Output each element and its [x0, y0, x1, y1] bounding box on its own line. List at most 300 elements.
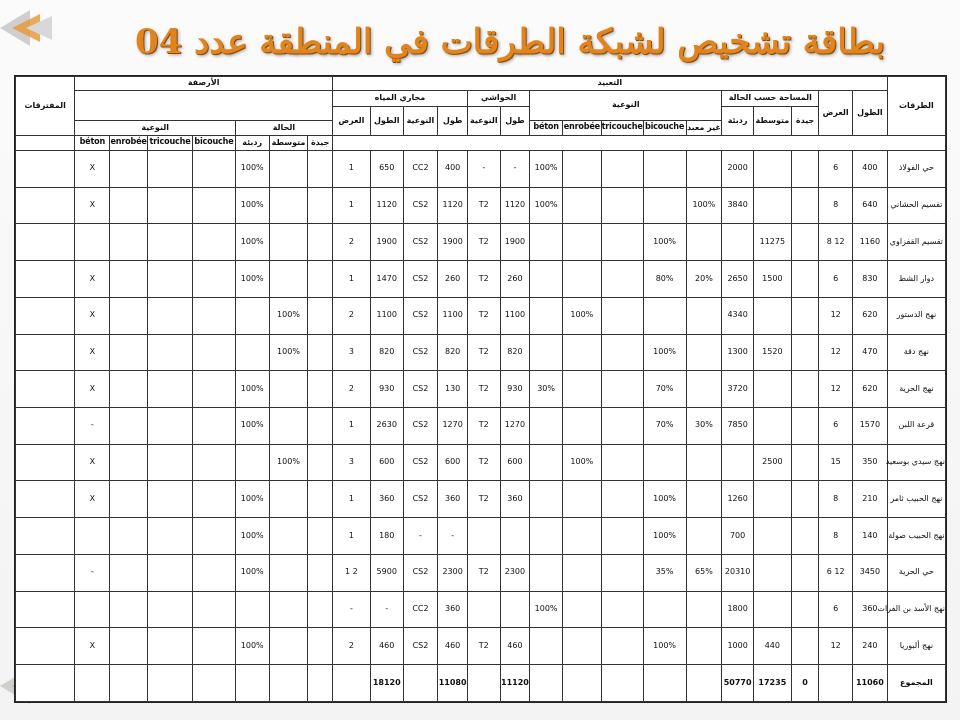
cell-name: تقسيم القفزاوي	[887, 224, 945, 261]
cell-water-type: CS2	[403, 187, 438, 224]
cell-sw-bicouche	[192, 408, 235, 445]
header-good: جيدة	[791, 107, 819, 136]
cell-length: 3450	[853, 554, 888, 591]
cell-length: 400	[853, 151, 888, 188]
cell-water-type: CC2	[403, 151, 438, 188]
cell-sw-beton: X	[75, 334, 110, 371]
header-medium: متوسطة	[753, 107, 791, 136]
total-empty-cell	[562, 665, 601, 702]
cell-length: 140	[853, 518, 888, 555]
cell-sw-enrobee	[110, 151, 148, 188]
cell-sw-tricouche	[148, 591, 193, 628]
cell-sw-poor	[235, 591, 269, 628]
cell-name: حي الحرية	[887, 554, 945, 591]
cell-water-type: -	[403, 518, 438, 555]
cell-good	[791, 151, 819, 188]
cell-name: نهج الحبيب صولة	[887, 518, 945, 555]
cell-sw-medium	[269, 481, 308, 518]
cell-width: 12	[819, 297, 853, 334]
cell-sw-bicouche	[192, 518, 235, 555]
cell-curbs-len: 260	[500, 261, 530, 298]
cell-sw-bicouche	[192, 334, 235, 371]
total-good: 0	[791, 665, 819, 702]
cell-enrobee: 100%	[562, 444, 601, 481]
cell-sw-tricouche	[148, 371, 193, 408]
cell-water-width: -	[332, 591, 370, 628]
cell-water-len2: 1900	[370, 224, 403, 261]
cell-poor: 1000	[722, 628, 754, 665]
cell-width: 6	[819, 261, 853, 298]
road-diagnosis-table	[15, 76, 946, 702]
cell-sw-poor: 100%	[235, 224, 269, 261]
cell-water-len2: 1470	[370, 261, 403, 298]
header-curbs-length: طول	[500, 107, 530, 136]
cell-bicouche: 100%	[643, 518, 686, 555]
cell-crossings	[16, 151, 75, 188]
cell-water-type: CS2	[403, 334, 438, 371]
cell-water-width: 1	[332, 151, 370, 188]
cell-good	[791, 371, 819, 408]
cell-beton	[530, 554, 563, 591]
cell-sw-medium	[269, 408, 308, 445]
cell-sw-poor: 100%	[235, 628, 269, 665]
cell-curbs-len: 600	[500, 444, 530, 481]
cell-curbs-type: T2	[467, 481, 500, 518]
cell-name: قرعة اللبن	[887, 408, 945, 445]
cell-enrobee	[562, 554, 601, 591]
header-sidewalks: الأرصفة	[75, 77, 332, 91]
cell-tricouche	[601, 481, 643, 518]
cell-water-len: 460	[438, 628, 468, 665]
cell-water-type: CS2	[403, 554, 438, 591]
cell-water-type: CC2	[403, 591, 438, 628]
total-empty-cell	[16, 665, 75, 702]
cell-water-len: 360	[438, 591, 468, 628]
header-beton: béton	[530, 121, 563, 136]
cell-medium: 11275	[753, 224, 791, 261]
total-row	[16, 665, 946, 702]
cell-sw-beton: X	[75, 371, 110, 408]
cell-name: نهج ألبوريا	[887, 628, 945, 665]
cell-water-len2: 1120	[370, 187, 403, 224]
cell-water-width: 1	[332, 408, 370, 445]
corner-decoration-icon	[0, 6, 62, 50]
table-row	[16, 408, 946, 445]
cell-sw-bicouche	[192, 444, 235, 481]
header-roads: الطرقات	[887, 77, 945, 136]
cell-length: 1570	[853, 408, 888, 445]
cell-curbs-len: 820	[500, 334, 530, 371]
cell-length: 640	[853, 187, 888, 224]
cell-enrobee	[562, 591, 601, 628]
cell-sw-poor: 100%	[235, 408, 269, 445]
cell-beton	[530, 518, 563, 555]
table-row	[16, 187, 946, 224]
cell-beton: 100%	[530, 151, 563, 188]
cell-sw-medium	[269, 628, 308, 665]
cell-sw-beton	[75, 591, 110, 628]
cell-length: 830	[853, 261, 888, 298]
cell-sw-poor	[235, 444, 269, 481]
header-sw-poor: ردبئة	[235, 136, 269, 151]
total-empty-cell	[601, 665, 643, 702]
cell-water-type: CS2	[403, 408, 438, 445]
cell-water-len2: 5900	[370, 554, 403, 591]
cell-water-width: 1	[332, 187, 370, 224]
cell-good	[791, 334, 819, 371]
cell-name: دوار الشط	[887, 261, 945, 298]
cell-good	[791, 187, 819, 224]
cell-crossings	[16, 334, 75, 371]
header-sw-type: النوعية	[75, 121, 235, 136]
total-empty-cell	[235, 665, 269, 702]
table-row	[16, 444, 946, 481]
cell-sw-enrobee	[110, 187, 148, 224]
header-sw-tricouche: tricouche	[148, 136, 193, 151]
cell-medium	[753, 187, 791, 224]
cell-medium	[753, 151, 791, 188]
cell-enrobee	[562, 518, 601, 555]
header-water-type: النوعية	[403, 107, 438, 136]
cell-water-type: CS2	[403, 481, 438, 518]
cell-crossings	[16, 481, 75, 518]
cell-unpaved	[686, 151, 722, 188]
cell-bicouche	[643, 151, 686, 188]
table-body	[16, 151, 946, 702]
header-sw-beton: béton	[75, 136, 110, 151]
cell-water-len2: 930	[370, 371, 403, 408]
cell-water-len: 360	[438, 481, 468, 518]
cell-poor: 700	[722, 518, 754, 555]
cell-sw-good	[308, 224, 333, 261]
cell-good	[791, 481, 819, 518]
cell-crossings	[16, 628, 75, 665]
cell-sw-tricouche	[148, 628, 193, 665]
cell-water-type: CS2	[403, 224, 438, 261]
cell-sw-bicouche	[192, 187, 235, 224]
cell-good	[791, 444, 819, 481]
cell-sw-beton: X	[75, 187, 110, 224]
cell-curbs-len: -	[500, 151, 530, 188]
cell-enrobee	[562, 628, 601, 665]
cell-medium: 1500	[753, 261, 791, 298]
cell-sw-tricouche	[148, 444, 193, 481]
cell-beton	[530, 444, 563, 481]
cell-tricouche	[601, 187, 643, 224]
cell-sw-enrobee	[110, 371, 148, 408]
cell-sw-beton: -	[75, 408, 110, 445]
cell-bicouche: 100%	[643, 224, 686, 261]
cell-sw-poor: 100%	[235, 187, 269, 224]
cell-medium	[753, 591, 791, 628]
cell-bicouche: 100%	[643, 481, 686, 518]
header-paving: التعبيد	[332, 77, 887, 91]
cell-water-type: CS2	[403, 261, 438, 298]
cell-water-type: CS2	[403, 371, 438, 408]
cell-sw-beton: X	[75, 444, 110, 481]
cell-width: 12 8	[819, 224, 853, 261]
total-empty-cell	[308, 665, 333, 702]
cell-water-type: CS2	[403, 628, 438, 665]
cell-sw-poor: 100%	[235, 371, 269, 408]
cell-curbs-len: 460	[500, 628, 530, 665]
cell-medium	[753, 408, 791, 445]
cell-sw-poor	[235, 297, 269, 334]
cell-good	[791, 591, 819, 628]
cell-sw-enrobee	[110, 334, 148, 371]
cell-sw-bicouche	[192, 481, 235, 518]
cell-sw-medium	[269, 187, 308, 224]
total-water-len: 11080	[438, 665, 468, 702]
cell-sw-enrobee	[110, 481, 148, 518]
table-row	[16, 518, 946, 555]
cell-curbs-type: T2	[467, 297, 500, 334]
cell-length: 350	[853, 444, 888, 481]
cell-water-len2: 460	[370, 628, 403, 665]
cell-water-width: 2	[332, 628, 370, 665]
cell-sw-beton: -	[75, 554, 110, 591]
cell-width: 6	[819, 408, 853, 445]
cell-sw-poor: 100%	[235, 151, 269, 188]
cell-poor: 1260	[722, 481, 754, 518]
cell-sw-bicouche	[192, 224, 235, 261]
cell-water-len: 130	[438, 371, 468, 408]
cell-water-width: 2	[332, 371, 370, 408]
cell-sw-bicouche	[192, 371, 235, 408]
cell-sw-tricouche	[148, 334, 193, 371]
cell-sw-bicouche	[192, 628, 235, 665]
cell-beton	[530, 297, 563, 334]
cell-sw-bicouche	[192, 151, 235, 188]
cell-width: 12	[819, 334, 853, 371]
cell-bicouche: 80%	[643, 261, 686, 298]
total-water-len2: 18120	[370, 665, 403, 702]
header-tricouche: tricouche	[601, 121, 643, 136]
cell-curbs-type: T2	[467, 628, 500, 665]
cell-poor: 20310	[722, 554, 754, 591]
cell-curbs-type: T2	[467, 224, 500, 261]
cell-curbs-type	[467, 518, 500, 555]
cell-length: 1160	[853, 224, 888, 261]
cell-curbs-len: 360	[500, 481, 530, 518]
cell-unpaved	[686, 481, 722, 518]
table-row	[16, 481, 946, 518]
cell-unpaved: 20%	[686, 261, 722, 298]
cell-water-type: CS2	[403, 444, 438, 481]
cell-sw-beton	[75, 224, 110, 261]
cell-sw-medium	[269, 151, 308, 188]
cell-enrobee	[562, 224, 601, 261]
header-area-by-state: المساحة حسب الحالة	[722, 91, 819, 107]
cell-crossings	[16, 224, 75, 261]
cell-enrobee: 100%	[562, 297, 601, 334]
cell-water-len: 2300	[438, 554, 468, 591]
cell-tricouche	[601, 334, 643, 371]
cell-water-width: 2	[332, 224, 370, 261]
table-row	[16, 628, 946, 665]
cell-width: 6	[819, 151, 853, 188]
header-curbs: الحواشي	[467, 91, 529, 107]
cell-curbs-len: 1900	[500, 224, 530, 261]
diagnosis-table-sheet	[14, 75, 947, 703]
cell-enrobee	[562, 371, 601, 408]
header-length: الطول	[853, 91, 888, 136]
cell-beton	[530, 334, 563, 371]
cell-curbs-len: 1100	[500, 297, 530, 334]
cell-sw-tricouche	[148, 408, 193, 445]
cell-crossings	[16, 444, 75, 481]
cell-tricouche	[601, 371, 643, 408]
cell-sw-enrobee	[110, 628, 148, 665]
cell-crossings	[16, 554, 75, 591]
cell-sw-medium	[269, 261, 308, 298]
header-enrobee: enrobée	[562, 121, 601, 136]
cell-poor: 3840	[722, 187, 754, 224]
header-water-width: العرض	[332, 107, 370, 136]
cell-unpaved	[686, 518, 722, 555]
cell-beton	[530, 481, 563, 518]
cell-tricouche	[601, 408, 643, 445]
cell-tricouche	[601, 628, 643, 665]
cell-enrobee	[562, 481, 601, 518]
cell-unpaved: 30%	[686, 408, 722, 445]
cell-water-len: 1100	[438, 297, 468, 334]
cell-crossings	[16, 591, 75, 628]
cell-curbs-len: 2300	[500, 554, 530, 591]
cell-name: نهج الأسد بن الفرات	[887, 591, 945, 628]
total-empty-cell	[148, 665, 193, 702]
cell-tricouche	[601, 224, 643, 261]
cell-width: 12	[819, 628, 853, 665]
cell-sw-good	[308, 187, 333, 224]
cell-curbs-len	[500, 591, 530, 628]
header-unpaved: غير معبد	[686, 121, 722, 136]
header-crossings-spacer	[16, 136, 75, 151]
table-row	[16, 151, 946, 188]
cell-medium	[753, 518, 791, 555]
header-water-length2: الطول	[370, 107, 403, 136]
header-sw-medium: متوسطة	[269, 136, 308, 151]
header-water-length: طول	[438, 107, 468, 136]
cell-tricouche	[601, 151, 643, 188]
cell-width: 12 6	[819, 554, 853, 591]
cell-enrobee	[562, 334, 601, 371]
cell-sw-poor	[235, 334, 269, 371]
cell-water-len: -	[438, 518, 468, 555]
cell-bicouche	[643, 297, 686, 334]
cell-poor: 1800	[722, 591, 754, 628]
cell-water-len: 1270	[438, 408, 468, 445]
cell-sw-beton: X	[75, 151, 110, 188]
cell-poor: 7850	[722, 408, 754, 445]
cell-sw-good	[308, 481, 333, 518]
cell-curbs-len: 1270	[500, 408, 530, 445]
cell-water-width: 2	[332, 297, 370, 334]
cell-water-type: CS2	[403, 297, 438, 334]
cell-tricouche	[601, 261, 643, 298]
cell-good	[791, 554, 819, 591]
cell-water-width: 2 1	[332, 554, 370, 591]
cell-sw-poor: 100%	[235, 518, 269, 555]
table-row	[16, 371, 946, 408]
total-empty-cell	[819, 665, 853, 702]
cell-sw-tricouche	[148, 481, 193, 518]
cell-sw-tricouche	[148, 518, 193, 555]
cell-medium: 1520	[753, 334, 791, 371]
cell-beton	[530, 224, 563, 261]
header-paving-type: النوعية	[530, 91, 722, 121]
cell-sw-poor: 100%	[235, 481, 269, 518]
cell-medium: 440	[753, 628, 791, 665]
cell-sw-enrobee	[110, 591, 148, 628]
cell-enrobee	[562, 408, 601, 445]
cell-poor: 3720	[722, 371, 754, 408]
cell-medium	[753, 481, 791, 518]
cell-crossings	[16, 408, 75, 445]
cell-width: 12	[819, 371, 853, 408]
cell-sw-good	[308, 408, 333, 445]
total-medium: 17235	[753, 665, 791, 702]
cell-sw-medium	[269, 371, 308, 408]
cell-water-len: 600	[438, 444, 468, 481]
cell-sw-enrobee	[110, 554, 148, 591]
cell-sw-good	[308, 334, 333, 371]
cell-tricouche	[601, 297, 643, 334]
total-poor: 50770	[722, 665, 754, 702]
cell-sw-good	[308, 297, 333, 334]
cell-bicouche: 70%	[643, 371, 686, 408]
cell-enrobee	[562, 261, 601, 298]
cell-name: نهج الحبيب ثامر	[887, 481, 945, 518]
cell-water-len2: 2630	[370, 408, 403, 445]
total-empty-cell	[686, 665, 722, 702]
total-label: المجموع	[887, 665, 945, 702]
cell-bicouche: 100%	[643, 334, 686, 371]
cell-water-len2: 1100	[370, 297, 403, 334]
cell-water-width: 1	[332, 518, 370, 555]
cell-width: 8	[819, 481, 853, 518]
cell-sw-good	[308, 554, 333, 591]
cell-water-len2: 650	[370, 151, 403, 188]
cell-crossings	[16, 371, 75, 408]
cell-water-len: 400	[438, 151, 468, 188]
cell-sw-enrobee	[110, 297, 148, 334]
cell-sw-poor: 100%	[235, 261, 269, 298]
cell-unpaved	[686, 591, 722, 628]
cell-water-len2: -	[370, 591, 403, 628]
cell-sw-good	[308, 518, 333, 555]
cell-tricouche	[601, 591, 643, 628]
cell-curbs-type: -	[467, 151, 500, 188]
header-bicouche: bicouche	[643, 121, 686, 136]
cell-name: نهج سيدي بوسعيد	[887, 444, 945, 481]
header-curbs-type: النوعية	[467, 107, 500, 136]
table-row	[16, 591, 946, 628]
cell-width: 6	[819, 591, 853, 628]
cell-sw-medium: 100%	[269, 444, 308, 481]
total-empty-cell	[530, 665, 563, 702]
table-row	[16, 261, 946, 298]
total-empty-cell	[332, 665, 370, 702]
cell-sw-bicouche	[192, 261, 235, 298]
cell-enrobee	[562, 187, 601, 224]
header-sw-state: الحالة	[235, 121, 332, 136]
cell-good	[791, 408, 819, 445]
cell-beton: 100%	[530, 187, 563, 224]
cell-curbs-type: T2	[467, 554, 500, 591]
cell-sw-enrobee	[110, 224, 148, 261]
cell-length: 470	[853, 334, 888, 371]
